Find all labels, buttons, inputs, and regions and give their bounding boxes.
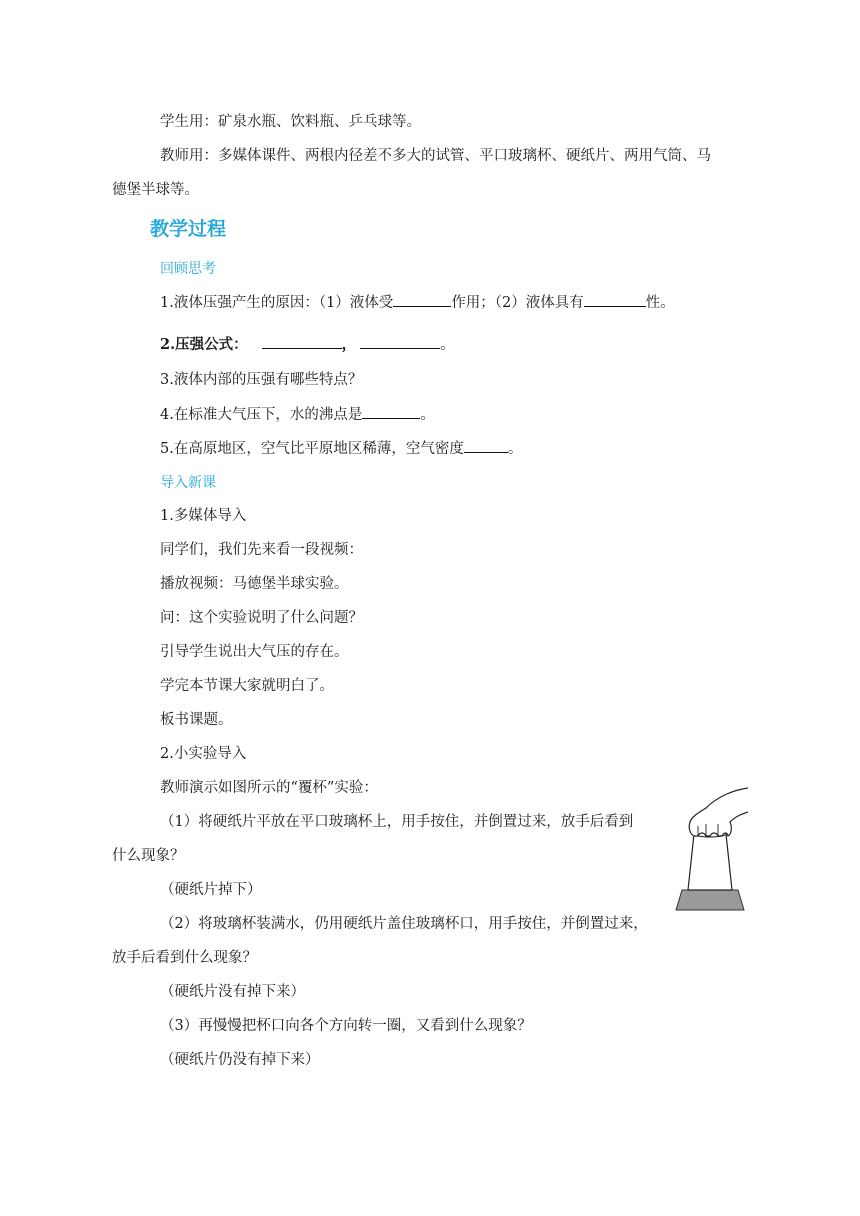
section-title: 教学过程: [150, 218, 227, 240]
q4-text: 4.在标准大气压下，水的沸点是: [160, 407, 363, 423]
step1-line2: 什么现象？: [112, 848, 185, 864]
review-question-1: [160, 292, 675, 313]
step1-line1: （1）将硬纸片平放在平口玻璃杯上，用手按住，并倒置过来，放手后看到: [160, 814, 634, 830]
q2-end: 。: [440, 337, 455, 353]
review-question-2: [160, 334, 455, 355]
review-question-5: [160, 438, 522, 459]
q4-end: 。: [420, 407, 435, 423]
intro-line: 学完本节课大家就明白了。: [160, 678, 334, 694]
teacher-materials-line1: 教师用：多媒体课件、两根内径差不多大的试管、平口玻璃杯、硬纸片、两用气筒、马: [160, 148, 711, 164]
fill-blank: [584, 292, 646, 307]
q2-separator: ，: [341, 336, 357, 353]
q5-text: 5.在高原地区，空气比平原地区稀薄，空气密度: [160, 441, 464, 457]
step2-answer: （硬纸片没有掉下来）: [160, 984, 305, 1000]
q5-end: 。: [507, 441, 523, 457]
review-question-4: [160, 404, 435, 425]
intro-line: 问：这个实验说明了什么问题？: [160, 610, 363, 626]
step3-line1: （3）再慢慢把杯口向各个方向转一圈，又看到什么现象？: [160, 1018, 532, 1034]
q1-text-a: 1.液体压强产生的原因：（1）液体受: [160, 295, 394, 311]
fill-blank: [393, 292, 451, 307]
fill-blank: [362, 404, 420, 419]
hand-pressing-inverted-cup-icon: [670, 786, 748, 912]
fill-blank: [262, 334, 342, 349]
step3-answer: （硬纸片仍没有掉下来）: [160, 1052, 320, 1068]
step2-line1: （2）将玻璃杯装满水，仍用硬纸片盖住玻璃杯口，用手按住，并倒置过来，: [160, 916, 648, 932]
q1-text-b: 作用；（2）液体具有: [451, 295, 584, 311]
fill-blank: [360, 334, 440, 349]
step1-answer: （硬纸片掉下）: [160, 882, 262, 898]
review-heading: 回顾思考: [160, 261, 216, 277]
student-materials: 学生用：矿泉水瓶、饮料瓶、乒乓球等。: [160, 114, 421, 130]
intro-heading: 导入新课: [160, 475, 216, 491]
intro-line: 引导学生说出大气压的存在。: [160, 644, 349, 660]
intro-line: 2.小实验导入: [160, 746, 247, 762]
intro-line: 同学们，我们先来看一段视频：: [160, 542, 363, 558]
review-question-3: 3.液体内部的压强有哪些特点？: [160, 372, 363, 388]
fill-blank: [464, 438, 508, 453]
q1-text-c: 性。: [645, 295, 675, 311]
intro-line: 播放视频：马德堡半球实验。: [160, 576, 349, 592]
intro-line: 板书课题。: [160, 712, 233, 728]
q2-text-a: 2.压强公式：: [160, 336, 248, 353]
intro-line: 1.多媒体导入: [160, 508, 247, 524]
teacher-materials-line2: 德堡半球等。: [112, 182, 199, 198]
step2-line2: 放手后看到什么现象？: [112, 950, 257, 966]
intro-line: 教师演示如图所示的“覆杯”实验：: [160, 780, 378, 796]
